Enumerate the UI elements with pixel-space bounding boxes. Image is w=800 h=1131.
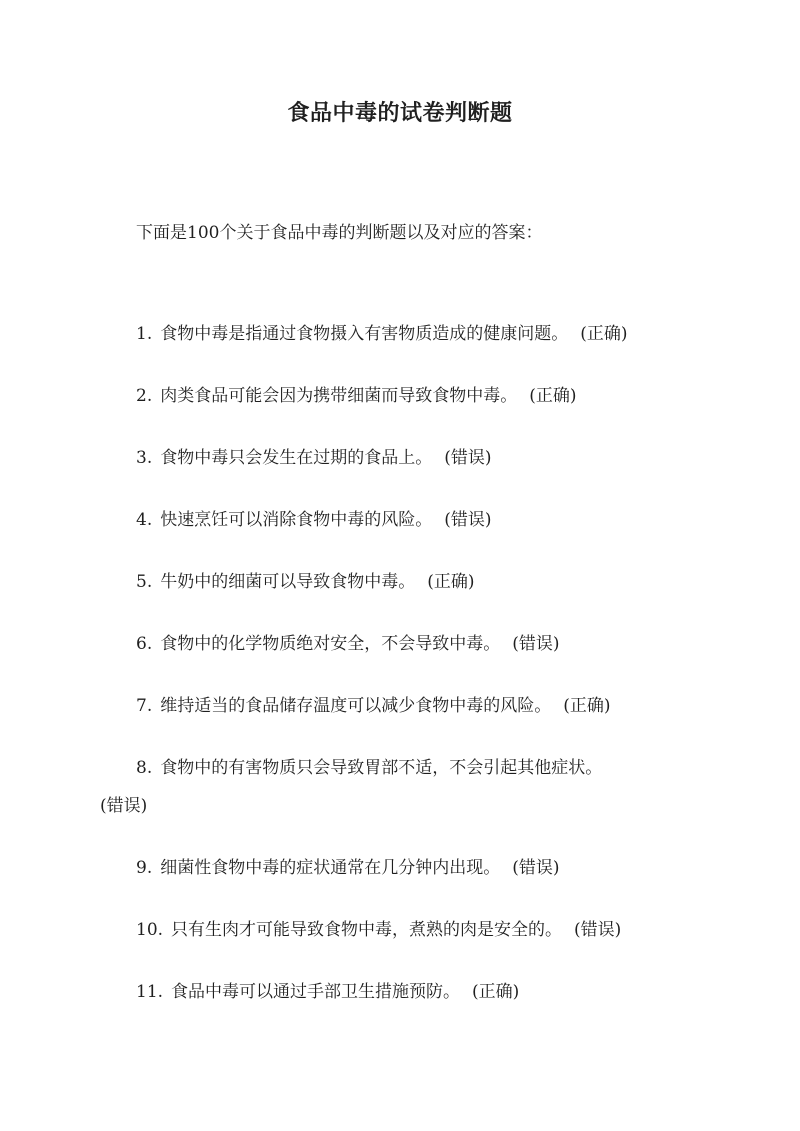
question-number: 2. xyxy=(136,386,153,406)
document-title: 食品中毒的试卷判断题 xyxy=(287,100,513,126)
question-number: 6. xyxy=(136,634,153,654)
question-number: 1. xyxy=(136,324,153,344)
question-answer: (错误) xyxy=(444,510,492,530)
question-answer: (正确) xyxy=(580,324,628,344)
question-number: 10. xyxy=(136,920,164,940)
question-number: 8. xyxy=(136,758,153,778)
question-number: 4. xyxy=(136,510,153,530)
question-list xyxy=(100,322,700,1042)
question-answer: (错误) xyxy=(444,448,492,468)
question-answer: (正确) xyxy=(563,696,611,716)
question-text: 快速烹饪可以消除食物中毒的风险。 xyxy=(160,510,433,530)
question-number: 5. xyxy=(136,572,153,592)
question-answer: (错误) xyxy=(512,634,560,654)
question-text: 细菌性食物中毒的症状通常在几分钟内出现。 xyxy=(160,858,501,878)
question-item xyxy=(100,756,700,818)
question-item xyxy=(100,918,700,942)
question-answer: (错误) xyxy=(574,920,622,940)
question-text: 食物中的化学物质绝对安全，不会导致中毒。 xyxy=(160,634,501,654)
question-item xyxy=(100,384,700,408)
question-answer: (正确) xyxy=(472,982,520,1002)
question-item xyxy=(100,570,700,594)
question-text: 只有生肉才可能导致食物中毒，煮熟的肉是安全的。 xyxy=(171,920,563,940)
question-item xyxy=(100,322,700,346)
intro-paragraph: 下面是100个关于食品中毒的判断题以及对应的答案： xyxy=(136,223,543,243)
question-number: 3. xyxy=(136,448,153,468)
question-item xyxy=(100,508,700,532)
question-item xyxy=(100,980,700,1004)
question-number: 11. xyxy=(136,982,164,1002)
question-answer: (错误) xyxy=(100,796,148,816)
question-text: 牛奶中的细菌可以导致食物中毒。 xyxy=(160,572,416,592)
question-item xyxy=(100,632,700,656)
question-number: 7. xyxy=(136,696,153,716)
question-text: 维持适当的食品储存温度可以减少食物中毒的风险。 xyxy=(160,696,552,716)
question-answer: (正确) xyxy=(529,386,577,406)
question-item xyxy=(100,446,700,470)
question-text: 食物中毒是指通过食物摄入有害物质造成的健康问题。 xyxy=(160,324,569,344)
question-text: 食物中毒只会发生在过期的食品上。 xyxy=(160,448,433,468)
question-answer: (正确) xyxy=(427,572,475,592)
question-text: 食品中毒可以通过手部卫生措施预防。 xyxy=(171,982,461,1002)
question-text: 肉类食品可能会因为携带细菌而导致食物中毒。 xyxy=(160,386,518,406)
question-text: 食物中的有害物质只会导致胃部不适，不会引起其他症状。 xyxy=(160,758,603,778)
question-item xyxy=(100,856,700,880)
question-item xyxy=(100,694,700,718)
question-number: 9. xyxy=(136,858,153,878)
question-answer: (错误) xyxy=(512,858,560,878)
